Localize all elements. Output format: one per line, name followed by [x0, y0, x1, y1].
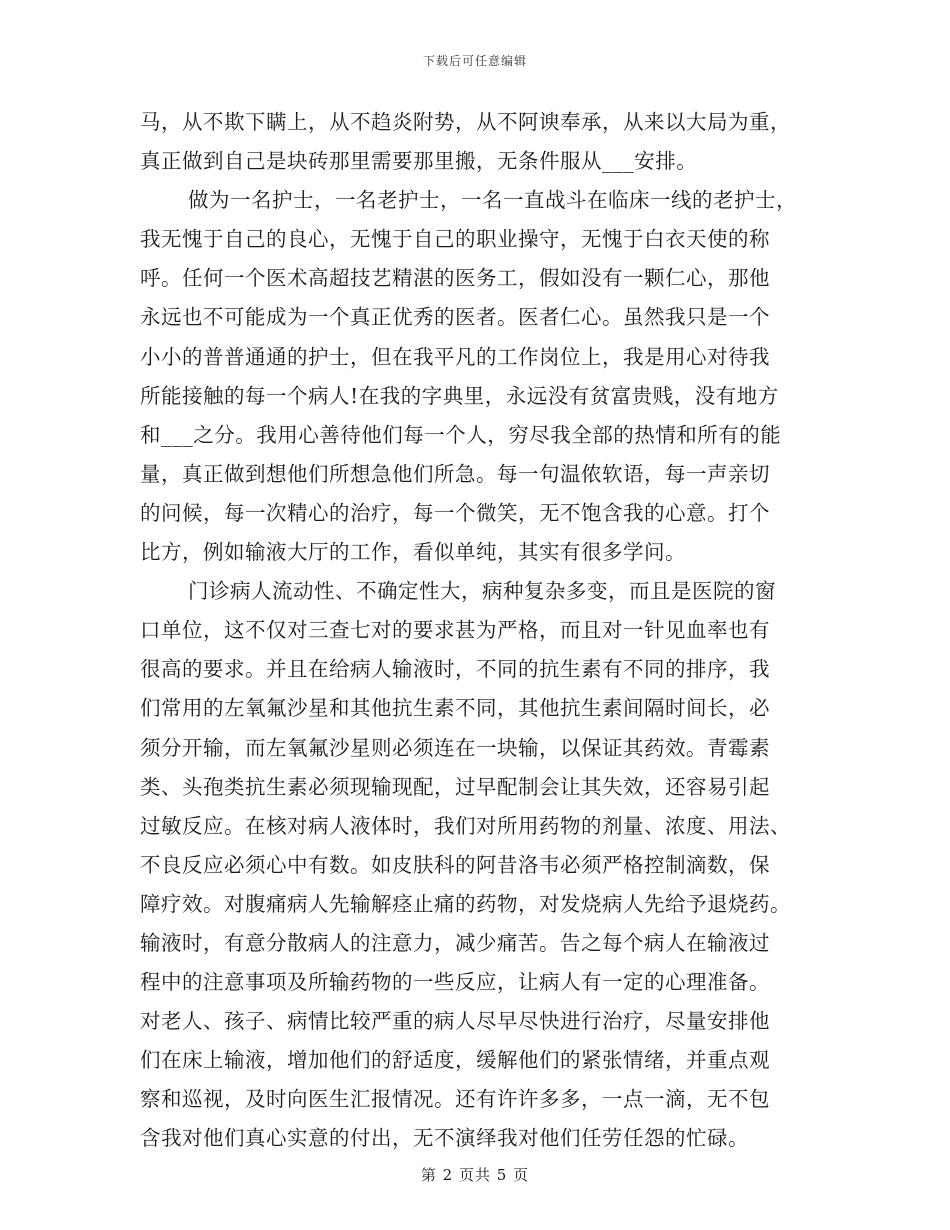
page-header: 下载后可任意编辑	[422, 54, 527, 68]
text-line: 马，从不欺下瞒上，从不趋炎附势，从不阿谀奉承，从来以大局为重，	[140, 110, 791, 134]
text-line: 永远也不可能成为一个真正优秀的医者。医者仁心。虽然我只是一个	[140, 305, 770, 330]
text-line: 真正做到自己是块砖那里需要那里搬，无条件服从___安排。	[140, 149, 698, 174]
text-line: 小小的普普通通的护士，但在我平凡的工作岗位上，我是用心对待我	[140, 344, 770, 369]
text-line: 们常用的左氧氟沙星和其他抗生素不同，其他抗生素间隔时间长，必	[140, 696, 770, 721]
text-line: 须分开输，而左氧氟沙星则必须连在一块输，以保证其药效。青霉素	[140, 735, 770, 760]
text-line: 含我对他们真心实意的付出，无不演绎我对他们任劳任怨的忙碌。	[140, 1126, 749, 1151]
body-text	[140, 103, 810, 1159]
text-line: 做为一名护士，一名老护士，一名一直战斗在临床一线的老护士，	[188, 188, 797, 213]
text-line: 们在床上输液，增加他们的舒适度，缓解他们的紧张情绪，并重点观	[140, 1048, 770, 1073]
text-line: 量，真正做到想他们所想急他们所急。每一句温侬软语，每一声亲切	[140, 461, 770, 486]
text-line: 和___之分。我用心善待他们每一个人，穷尽我全部的热情和所有的能	[140, 422, 782, 447]
text-line: 的问候，每一次精心的治疗，每一个微笑，无不饱含我的心意。打个	[140, 500, 770, 525]
text-line: 类、头孢类抗生素必须现输现配，过早配制会让其失效，还容易引起	[140, 774, 770, 799]
text-line: 门诊病人流动性、不确定性大，病种复杂多变，而且是医院的窗	[188, 579, 776, 604]
text-line: 程中的注意事项及所输药物的一些反应，让病人有一定的心理准备。	[140, 970, 770, 995]
text-line: 很高的要求。并且在给病人输液时，不同的抗生素有不同的排序，我	[140, 657, 770, 682]
text-line: 过敏反应。在核对病人液体时，我们对所用药物的剂量、浓度、用法、	[140, 813, 791, 838]
text-line: 比方，例如输液大厅的工作，看似单纯，其实有很多学问。	[140, 540, 686, 565]
text-line: 所能接触的每一个病人!在我的字典里，永远没有贫富贵贱，没有地方	[140, 383, 779, 408]
text-line: 不良反应必须心中有数。如皮肤科的阿昔洛韦必须严格控制滴数，保	[140, 852, 770, 877]
text-line: 障疗效。对腹痛病人先输解痉止痛的药物，对发烧病人先给予退烧药。	[140, 891, 791, 916]
text-line: 呼。任何一个医术高超技艺精湛的医务工，假如没有一颗仁心，那他	[140, 266, 770, 291]
text-line: 输液时，有意分散病人的注意力，减少痛苦。告之每个病人在输液过	[140, 930, 770, 955]
text-line: 我无愧于自己的良心，无愧于自己的职业操守，无愧于白衣天使的称	[140, 227, 770, 252]
text-line: 对老人、孩子、病情比较严重的病人尽早尽快进行治疗，尽量安排他	[140, 1009, 770, 1034]
text-line: 口单位，这不仅对三查七对的要求甚为严格，而且对一针见血率也有	[140, 618, 770, 643]
page-number-footer: 第 2 页共 5 页	[420, 1166, 530, 1184]
text-line: 察和巡视，及时向医生汇报情况。还有许许多多，一点一滴，无不包	[140, 1087, 770, 1112]
